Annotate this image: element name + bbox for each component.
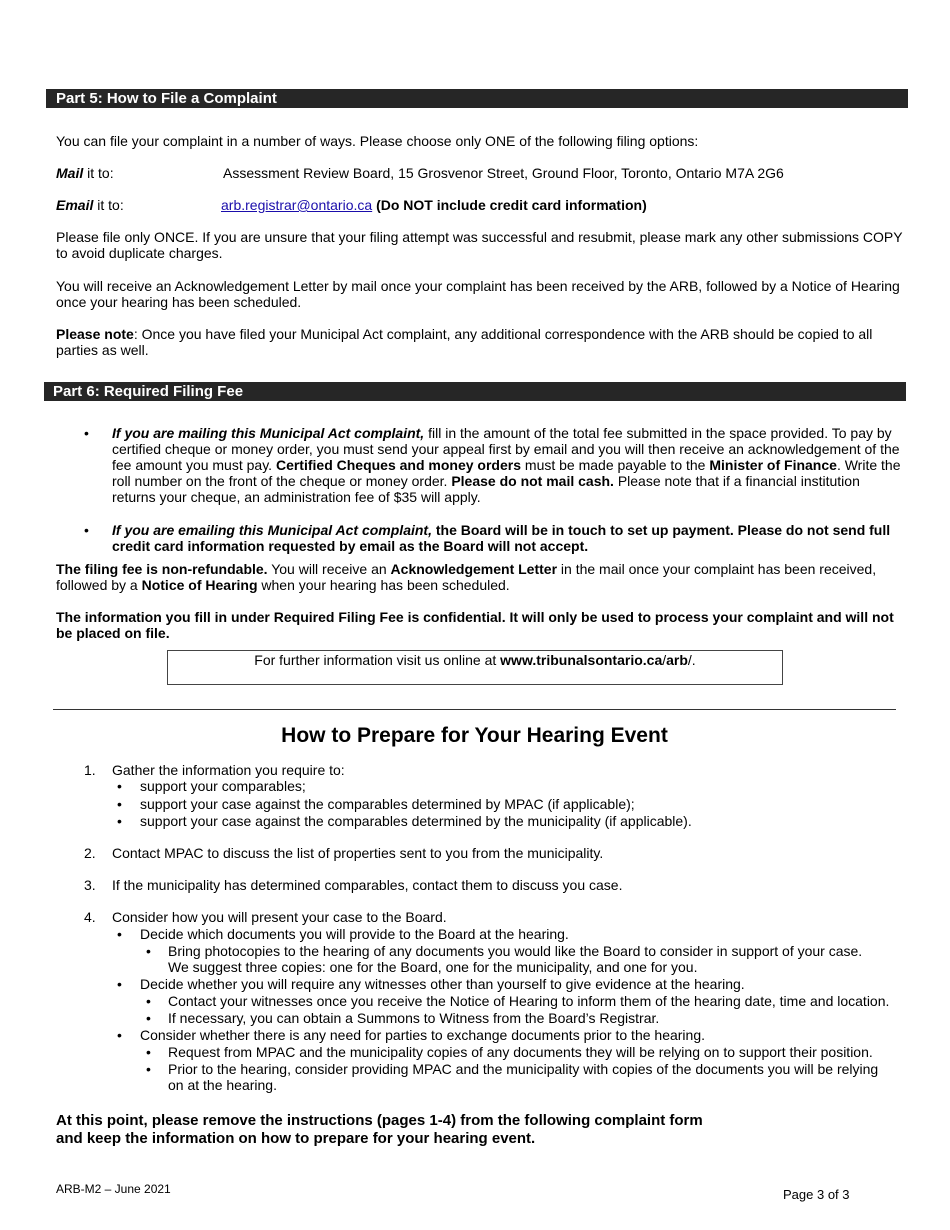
item-number: 2. <box>84 845 96 861</box>
item4-sub-b2: If necessary, you can obtain a Summons to Witness from the Board’s Registrar. <box>168 1010 660 1026</box>
page-number: Page 3 of 3 <box>783 1187 850 1202</box>
file-once-text: Please file only ONCE. If you are unsure that your filing attempt was successful and resubmit, please mark any other submissions COPY to avoid duplicate charges. <box>56 229 903 261</box>
mail-label-line <box>56 165 114 181</box>
item4-sub-a: Decide which documents you will provide to the Board at the hearing. <box>140 926 569 942</box>
part6-header-bar <box>44 382 906 401</box>
email-note: (Do NOT include credit card information) <box>376 197 647 213</box>
section-divider <box>53 709 896 710</box>
further-url-arb[interactable]: arb <box>666 652 688 668</box>
email-line <box>221 197 901 213</box>
mail-it-to: it to: <box>87 165 114 181</box>
item1-sub: support your case against the comparables determined by the municipality (if applicable). <box>140 813 692 829</box>
bullet-icon: • <box>84 425 89 441</box>
item4-sub-c2: Prior to the hearing, consider providing MPAC and the municipality with copies of the documents you will be relying on at the hearing. <box>168 1061 879 1093</box>
fee-mailing-bold3: Please do not mail cash. <box>451 473 614 489</box>
non-refundable-text <box>56 561 906 593</box>
item-number: 1. <box>84 762 96 778</box>
item4-text: Consider how you will present your case to the Board. <box>112 909 447 925</box>
bullet-icon: • <box>117 813 122 829</box>
part5-intro: You can file your complaint in a number of ways. Please choose only ONE of the following filing options: <box>56 133 699 149</box>
item1-sub: support your comparables; <box>140 778 306 794</box>
nonref-text2: in the mail once your complaint has been received, followed by a <box>56 561 877 593</box>
part5-header-bar <box>46 89 908 108</box>
closing-line-1: At this point, please remove the instructions (pages 1-4) from the following complaint form <box>56 1112 703 1129</box>
fee-emailing-lead: If you are emailing this Municipal Act complaint, <box>112 522 432 538</box>
item4-sub-b1: Contact your witnesses once you receive the Notice of Hearing to inform them of the hearing date, time and location. <box>168 993 890 1009</box>
part5-title: Part 5: How to File a Complaint <box>56 90 277 107</box>
bullet-icon: • <box>146 993 151 1009</box>
bullet-icon: • <box>146 1044 151 1060</box>
confidential-text: The information you fill in under Required Filing Fee is confidential. It will only be used to process your complaint and will not be placed on file. <box>56 609 894 641</box>
bullet-icon: • <box>146 943 151 959</box>
further-slash: / <box>662 652 667 668</box>
item2-text: Contact MPAC to discuss the list of properties sent to you from the municipality. <box>112 845 604 861</box>
item3-text: If the municipality has determined comparables, contact them to discuss you case. <box>112 877 623 893</box>
nonref-bold2: Acknowledgement Letter <box>390 561 558 577</box>
fee-mailing-text2: must be made payable to the <box>521 457 710 473</box>
further-info-text <box>168 651 782 668</box>
fee-mailing-bold2: Minister of Finance <box>709 457 837 473</box>
bullet-icon: • <box>117 796 122 812</box>
bullet-icon: • <box>146 1061 151 1077</box>
please-note-text <box>56 326 906 358</box>
bullet-icon: • <box>146 1010 151 1026</box>
fee-emailing-text: the Board will be in touch to set up payment. Please do not send full credit card information requested by email as the Board will not accept. <box>112 522 891 554</box>
fee-mailing-bold1: Certified Cheques and money orders <box>275 457 522 473</box>
part6-title: Part 6: Required Filing Fee <box>53 383 244 400</box>
email-label: Email <box>56 197 94 213</box>
bullet-icon: • <box>84 522 89 538</box>
fee-mailing-text4: Please note that if a financial institution returns your cheque, an administration fee of $35 will apply. <box>112 473 860 505</box>
please-note-body: : Once you have filed your Municipal Act complaint, any additional correspondence with the ARB should be copied to all parties as well. <box>56 326 873 358</box>
item4-sub-c1: Request from MPAC and the municipality copies of any documents they will be relying on to support their position. <box>168 1044 873 1060</box>
item-number: 4. <box>84 909 96 925</box>
fee-bullet-emailing <box>112 522 902 554</box>
nonref-text3: when your hearing has been scheduled. <box>257 577 510 593</box>
nonref-bold3: Notice of Hearing <box>141 577 258 593</box>
item4-sub-b: Decide whether you will require any witnesses other than yourself to give evidence at the hearing. <box>140 976 745 992</box>
item-number: 3. <box>84 877 96 893</box>
closing-line-2: and keep the information on how to prepare for your hearing event. <box>56 1130 536 1147</box>
mail-address: Assessment Review Board, 15 Grosvenor Street, Ground Floor, Toronto, Ontario M7A 2G6 <box>223 165 784 181</box>
fee-mailing-lead: If you are mailing this Municipal Act complaint, <box>112 425 425 441</box>
bullet-icon: • <box>117 1027 122 1043</box>
email-label-line <box>56 197 124 213</box>
prepare-title: How to Prepare for Your Hearing Event <box>281 724 668 747</box>
further-text: For further information visit us online at <box>254 652 501 668</box>
mail-label: Mail <box>56 165 84 181</box>
bullet-icon: • <box>117 976 122 992</box>
item1-sub: support your case against the comparables determined by MPAC (if applicable); <box>140 796 635 812</box>
further-url[interactable]: www.tribunalsontario.ca <box>500 652 663 668</box>
nonref-text1: You will receive an <box>267 561 391 577</box>
fee-mailing-text1: fill in the amount of the total fee submitted in the space provided. To pay by certified cheque or money order, you must send your appeal first by email and you will then receive an acknowledgement of the fee amount you must pay. <box>112 425 900 473</box>
item1-text: Gather the information you require to: <box>112 762 345 778</box>
bullet-icon: • <box>117 778 122 794</box>
item4-sub-a1: Bring photocopies to the hearing of any documents you would like the Board to consider in support of your case. We suggest three copies: one for the Board, one for the municipality, and one for you. <box>168 943 863 975</box>
email-link[interactable]: arb.registrar@ontario.ca <box>221 197 373 213</box>
email-it-to: it to: <box>97 197 124 213</box>
please-note-label: Please note <box>56 326 134 342</box>
bullet-icon: • <box>117 926 122 942</box>
form-id: ARB-M2 – June 2021 <box>56 1182 171 1196</box>
acknowledgement-text: You will receive an Acknowledgement Letter by mail once your complaint has been received by the ARB, followed by a Notice of Hearing once your hearing has been scheduled. <box>56 278 900 310</box>
fee-mailing-text3: . Write the roll number on the front of the cheque or money order. <box>112 457 901 489</box>
further-end: /. <box>687 652 696 668</box>
fee-bullet-mailing <box>112 425 902 505</box>
item4-sub-c: Consider whether there is any need for parties to exchange documents prior to the hearing. <box>140 1027 705 1043</box>
nonref-bold: The filing fee is non-refundable. <box>56 561 268 577</box>
further-info-box <box>167 650 783 685</box>
